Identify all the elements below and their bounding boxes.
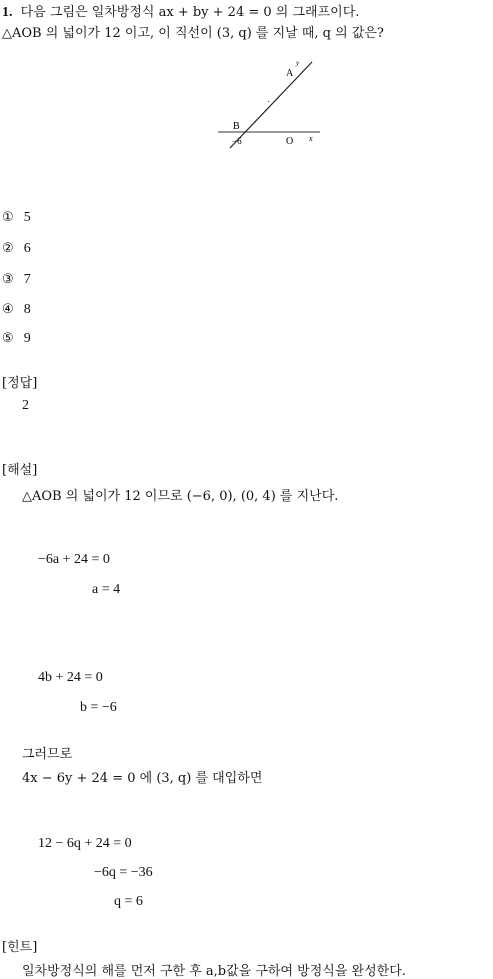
label-minus6: −6 xyxy=(232,136,242,146)
choice-mark: ② xyxy=(2,241,14,256)
label-a: A xyxy=(286,68,294,79)
choice-mark: ① xyxy=(2,210,14,225)
question-number: 1. xyxy=(2,5,13,20)
label-y: y xyxy=(296,59,300,67)
equation-1b: a = 4 xyxy=(92,582,121,597)
line-graph-figure xyxy=(210,56,325,151)
equation-1a: −6a + 24 = 0 xyxy=(38,552,110,567)
equation-3b: −6q = −36 xyxy=(94,865,153,880)
choice-mark: ⑤ xyxy=(2,331,14,346)
choice-3[interactable] xyxy=(2,272,31,288)
tick-mark xyxy=(268,101,269,102)
choice-value: 9 xyxy=(23,331,31,346)
answer-value: 2 xyxy=(22,398,29,413)
choice-4[interactable] xyxy=(2,302,31,318)
question-stem-text: 다음 그림은 일차방정식 ax + by + 24 = 0 의 그래프이다. xyxy=(20,5,360,20)
choice-2[interactable] xyxy=(2,241,31,257)
label-b: B xyxy=(233,121,240,132)
solution-heading: [해설] xyxy=(2,463,38,478)
label-o: O xyxy=(286,136,294,147)
choice-mark: ③ xyxy=(2,272,14,287)
label-x: x xyxy=(309,134,313,143)
answer-heading: [정답] xyxy=(2,376,38,391)
equation-3a: 12 − 6q + 24 = 0 xyxy=(38,836,132,851)
hint-text: 일차방정식의 해를 먼저 구한 후 a,b값을 구하여 방정식을 완성한다. xyxy=(22,964,406,979)
choice-mark: ④ xyxy=(2,302,14,317)
choice-value: 8 xyxy=(23,302,31,317)
solution-substitute: 4x − 6y + 24 = 0 에 (3, q) 를 대입하면 xyxy=(22,771,263,786)
equation-2a: 4b + 24 = 0 xyxy=(38,670,103,685)
solution-line1: △AOB 의 넓이가 12 이므로 (−6, 0), (0, 4) 를 지난다. xyxy=(22,489,339,504)
hint-heading: [힌트] xyxy=(2,940,38,955)
equation-2b: b = −6 xyxy=(80,700,117,715)
choice-5[interactable] xyxy=(2,331,31,347)
solution-therefore: 그러므로 xyxy=(22,747,73,762)
question-stem-line1 xyxy=(2,1,359,21)
graph-line xyxy=(230,62,312,148)
choice-value: 6 xyxy=(23,241,31,256)
choice-1[interactable] xyxy=(2,210,31,226)
choice-value: 7 xyxy=(23,272,31,287)
question-stem-line2: △AOB 의 넓이가 12 이고, 이 직선이 (3, q) 를 지날 때, q 의 값은? xyxy=(2,26,384,41)
equation-3c: q = 6 xyxy=(114,894,143,909)
choice-value: 5 xyxy=(23,210,31,225)
